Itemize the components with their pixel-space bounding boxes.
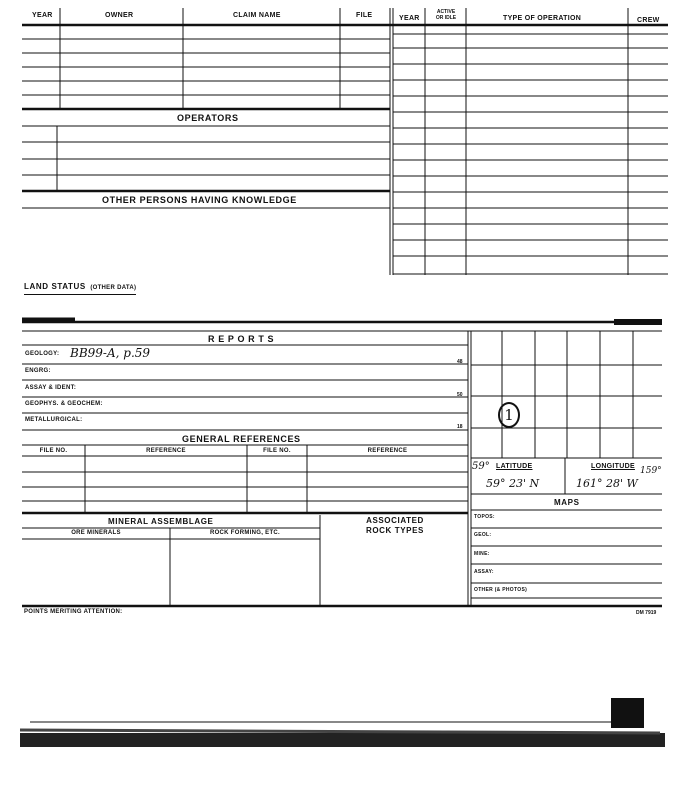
report-page-geology: 48 (457, 359, 463, 365)
header-year: YEAR (32, 12, 53, 19)
ops-header-type: TYPE OF OPERATION (503, 15, 582, 22)
operators-label: OPERATORS (177, 113, 239, 123)
reports-title: R E P O R T S (208, 334, 275, 344)
report-page-metallurgical: 18 (457, 424, 463, 430)
longitude-side: 159° (640, 466, 662, 476)
longitude-value: 161° 28' W (576, 477, 638, 490)
maps-mine: MINE: (474, 551, 490, 557)
ops-header-year: YEAR (399, 15, 420, 22)
maps-topos: TOPOS: (474, 514, 495, 520)
report-label-assay: ASSAY & IDENT: (25, 385, 77, 391)
associated-label: ASSOCIATED (366, 516, 424, 525)
other-persons-label: OTHER PERSONS HAVING KNOWLEDGE (102, 195, 297, 205)
ref-header-reference-2: REFERENCE (367, 448, 408, 454)
report-label-geology: GEOLOGY: (25, 351, 60, 357)
ref-header-reference-1: REFERENCE (146, 448, 186, 454)
rock-types-label: ROCK TYPES (365, 526, 424, 535)
scan-block (611, 698, 644, 728)
report-label-engrg: ENGRG: (25, 368, 51, 374)
maps-other: OTHER (& PHOTOS) (474, 587, 528, 593)
ops-header-crew: CREW (637, 17, 660, 24)
ref-header-file-no-1: FILE NO. (39, 448, 68, 454)
header-owner: OWNER (105, 12, 134, 19)
ops-header-idle: OR IDLE (435, 15, 457, 21)
header-file: FILE (356, 12, 373, 19)
land-status (24, 276, 136, 295)
ref-header-file-no-2: FILE NO. (263, 448, 291, 454)
maps-title: MAPS (554, 498, 580, 507)
ore-minerals-header: ORE MINERALS (71, 530, 121, 536)
report-label-metallurgical: METALLURGICAL: (25, 417, 83, 423)
latitude-value: 59° 23' N (486, 477, 540, 490)
maps-assay: ASSAY: (474, 569, 494, 575)
land-status-label: LAND STATUS (24, 282, 86, 291)
points-meriting-attention: POINTS MERITING ATTENTION: (24, 609, 123, 615)
mineral-assemblage-title: MINERAL ASSEMBLAGE (108, 517, 214, 526)
report-value-geology: BB99-A, p.59 (70, 346, 151, 360)
ops-header-active-idle (429, 9, 463, 21)
latitude-side: 59° (472, 461, 490, 472)
general-references-title: GENERAL REFERENCES (182, 434, 301, 444)
latitude-label: LATITUDE (496, 463, 533, 470)
maps-geol: GEOL: (474, 532, 492, 538)
associated-rock-types (322, 516, 468, 536)
longitude-label: LONGITUDE (591, 463, 635, 470)
form-number: DM 7919 (636, 610, 657, 616)
ops-header-active: ACTIVE (436, 9, 456, 15)
land-status-sub: (OTHER DATA) (90, 285, 137, 291)
report-page-geophys: 50 (457, 392, 463, 398)
report-label-geophys: GEOPHYS. & GEOCHEM: (25, 401, 103, 407)
grid-mark: 1 (498, 402, 520, 428)
rock-forming-header: ROCK FORMING, ETC. (209, 530, 281, 536)
header-claim-name: CLAIM NAME (233, 12, 281, 19)
